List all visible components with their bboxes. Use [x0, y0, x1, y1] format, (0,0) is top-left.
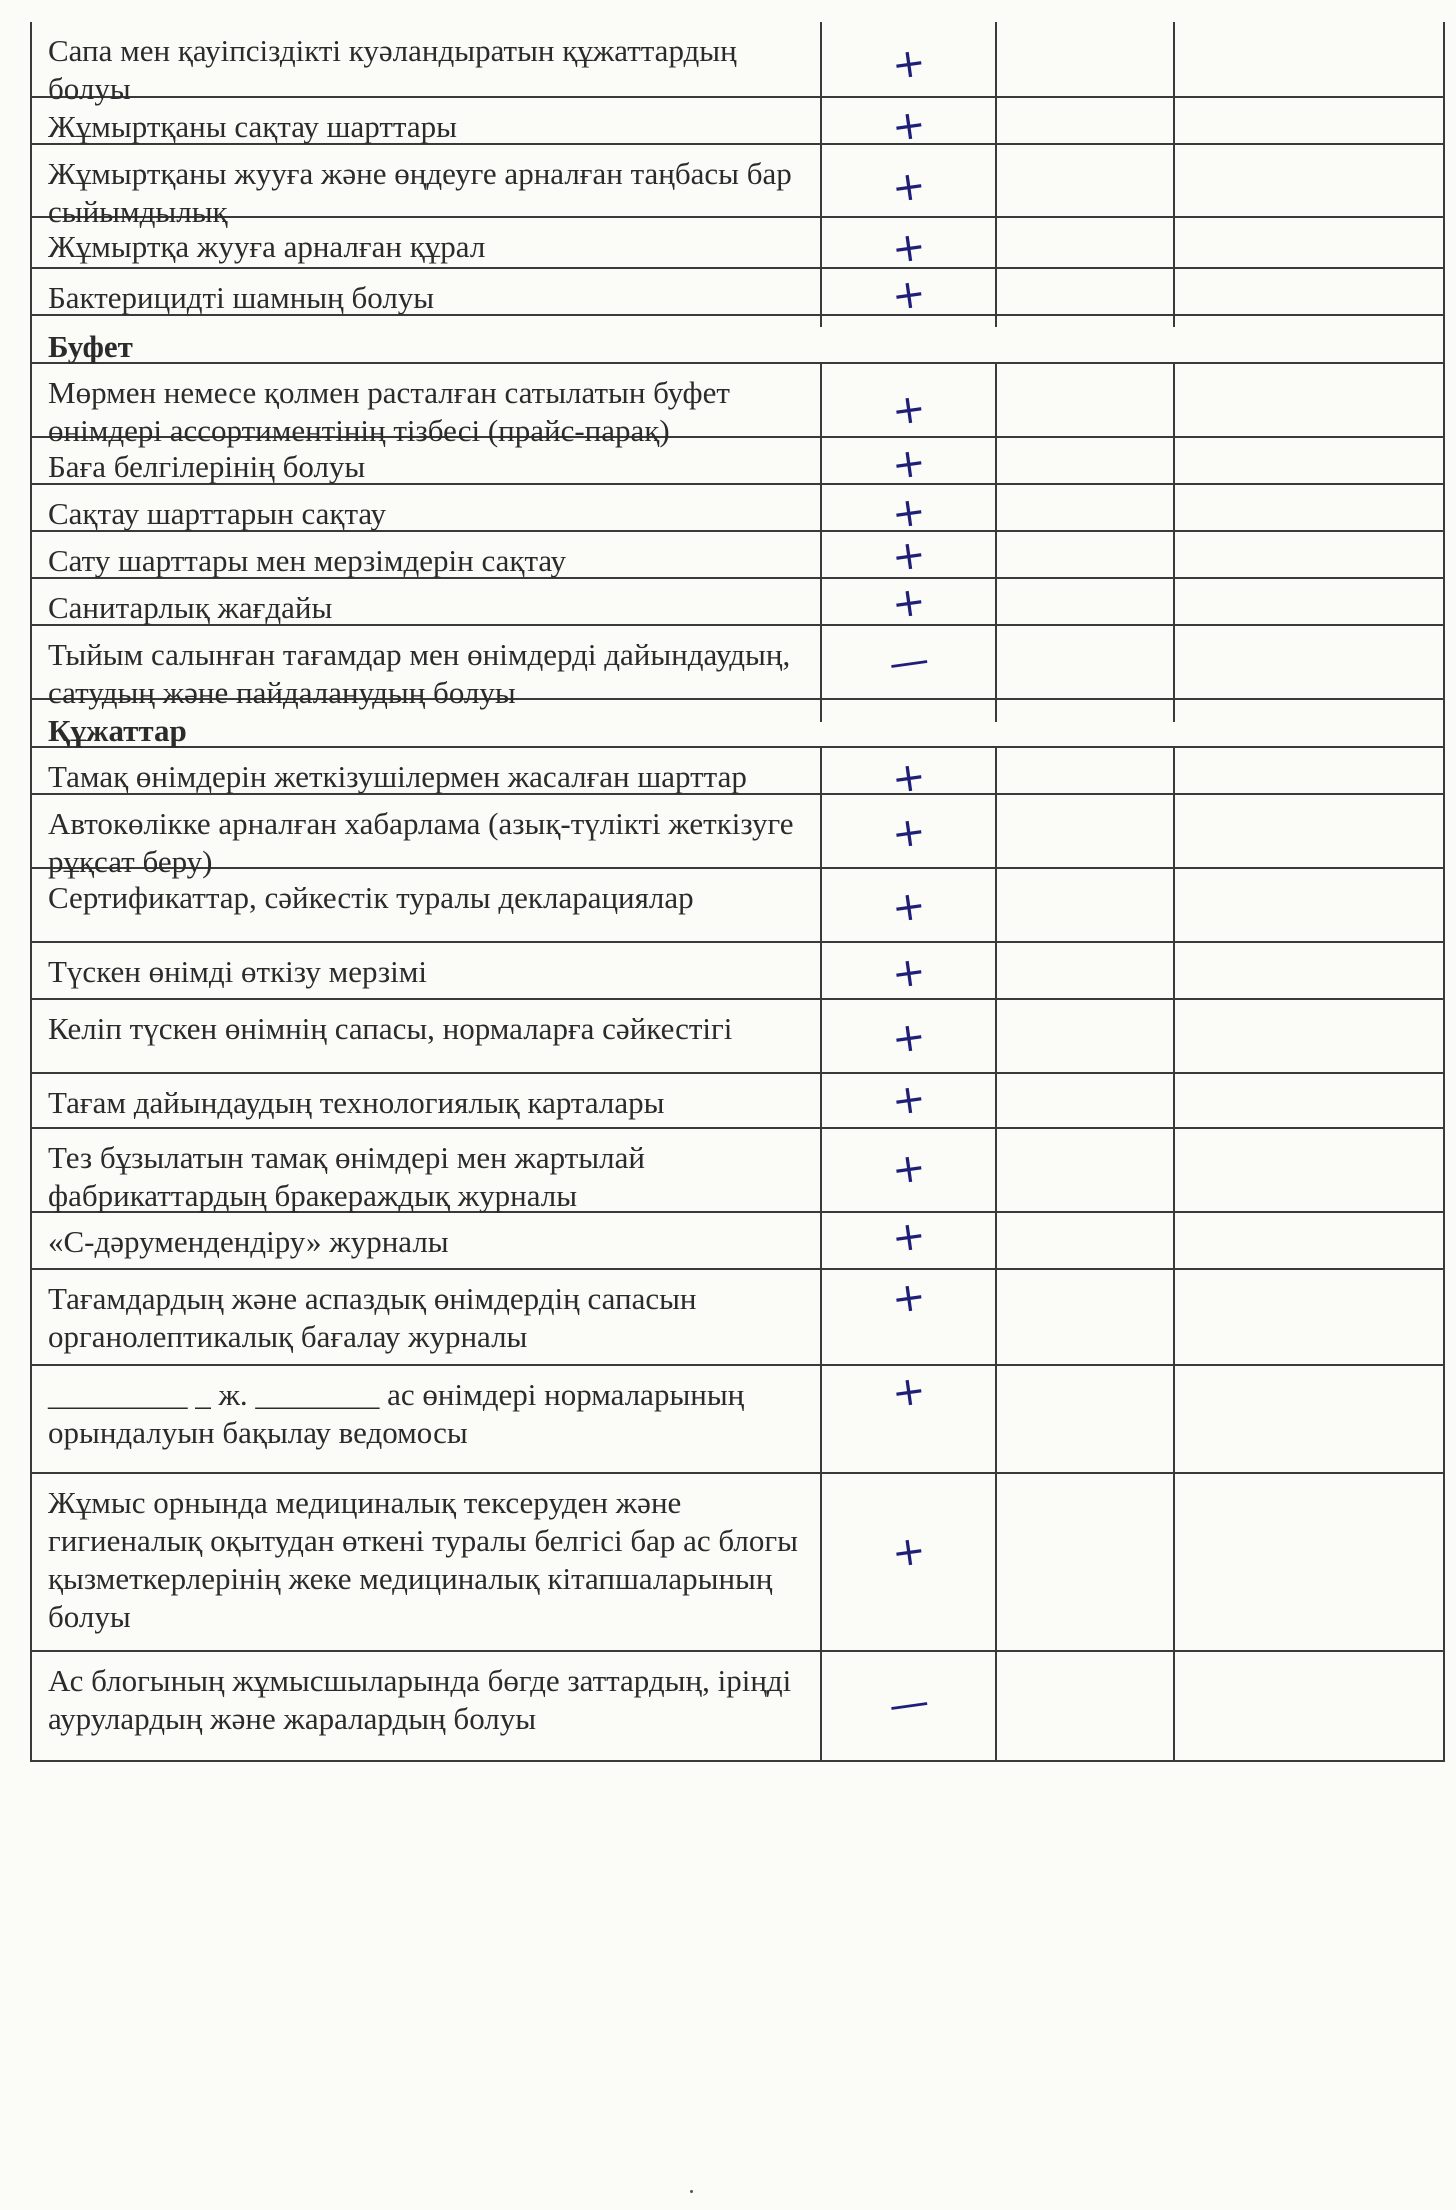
table-row [30, 1366, 1445, 1474]
mark-cell [822, 269, 997, 327]
mark-cell [822, 869, 997, 941]
mark-value: + [888, 577, 929, 629]
criterion-text: Жұмыртқаны сақтау шарттары [32, 98, 822, 156]
criterion-text: Сату шарттары мен мерзімдерін сақтау [32, 532, 822, 590]
empty-cell [1175, 1000, 1443, 1072]
criterion-text: Келіп түскен өнімнің сапасы, нормаларға сәйкестігі [32, 1000, 822, 1072]
table-row [30, 438, 1445, 490]
mark-value: + [888, 1012, 929, 1064]
empty-cell [1175, 269, 1443, 327]
criterion-text: Тағамдардың және аспаздық өнімдердің сапасын органолептикалық бағалау журналы [32, 1270, 822, 1366]
criterion-text: Тамақ өнімдерін жеткізушілермен жасалған шарттар [32, 748, 822, 806]
table-row [30, 1129, 1445, 1213]
table-row [30, 943, 1445, 1000]
mark-value: + [888, 1366, 929, 1418]
empty-cell [997, 1074, 1175, 1132]
mark-cell [822, 1074, 997, 1132]
mark-cell [822, 1129, 997, 1225]
mark-cell [822, 218, 997, 276]
mark-value: + [888, 384, 929, 436]
empty-cell [1175, 626, 1443, 722]
criterion-text: Тез бұзылатын тамақ өнімдері мен жартылай фабрикаттардың бракераждық журналы [32, 1129, 822, 1225]
criterion-text: _________ _ ж. ________ ас өнімдері нормаларының орындалуын бақылау ведомосы [32, 1366, 822, 1472]
criterion-text: Сақтау шарттарын сақтау [32, 485, 822, 543]
table-row [30, 22, 1445, 106]
empty-cell [1175, 1074, 1443, 1132]
criterion-text: Сапа мен қауіпсіздікті куәландыратын құжаттардың болуы [32, 22, 822, 118]
table-row [30, 1000, 1445, 1074]
section-heading-bufet: Буфет [30, 316, 1445, 364]
table-row [30, 748, 1445, 804]
criterion-text: Автокөлікке арналған хабарлама (азық-түлікті жеткізуге рұқсат беру) [32, 795, 822, 891]
empty-cell [1175, 1474, 1443, 1650]
table-row [30, 145, 1445, 229]
mark-value: + [888, 1211, 929, 1263]
table-row [30, 530, 1445, 582]
mark-value: + [888, 1074, 929, 1126]
table-row [30, 269, 1445, 321]
criterion-text: Жұмыс орнында медициналық тексеруден және гигиеналық оқытудан өткені туралы белгісі бар ас блогы қызметкерлерінің жеке медициналық кітапшаларының болуы [32, 1474, 822, 1650]
empty-cell [1175, 1652, 1443, 1760]
table-row [30, 869, 1445, 943]
mark-value: + [888, 38, 929, 90]
mark-value: — [885, 636, 932, 688]
criterion-text: Баға белгілерінің болуы [32, 438, 822, 496]
section-heading-documents: Құжаттар [30, 700, 1445, 748]
empty-cell [997, 1366, 1175, 1472]
table-row [30, 1474, 1445, 1652]
table-row [30, 364, 1445, 448]
table-row [30, 1652, 1445, 1762]
criterion-text: Бактерицидті шамның болуы [32, 269, 822, 327]
empty-cell [1175, 1366, 1443, 1472]
criterion-text: Тыйым салынған тағамдар мен өнімдерді дайындаудың, сатудың және пайдаланудың болуы [32, 626, 822, 722]
criterion-text: Сертификаттар, сәйкестік туралы декларациялар [32, 869, 822, 941]
mark-value: + [888, 161, 929, 213]
criterion-text: Мөрмен немесе қолмен расталған сатылатын буфет өнімдері ассортиментінің тізбесі (прайс-парақ) [32, 364, 822, 460]
criterion-text: Жұмыртқа жууға арналған құрал [32, 218, 822, 276]
table-row [30, 1074, 1445, 1129]
criterion-text: Санитарлық жағдайы [32, 579, 822, 637]
mark-value: + [888, 1272, 929, 1324]
mark-cell [822, 1366, 997, 1472]
empty-cell [997, 1000, 1175, 1072]
mark-value: + [888, 487, 929, 539]
criterion-text: «С-дәрумендендіру» журналы [32, 1213, 822, 1271]
mark-value: + [888, 1526, 929, 1578]
empty-cell [997, 1474, 1175, 1650]
table-row [30, 1270, 1445, 1366]
empty-cell [1175, 218, 1443, 276]
empty-cell [997, 1652, 1175, 1760]
mark-cell [822, 1474, 997, 1650]
mark-cell [822, 626, 997, 722]
mark-value: + [888, 1143, 929, 1195]
table-row [30, 1213, 1445, 1270]
empty-cell [1175, 943, 1443, 1001]
empty-cell [1175, 1129, 1443, 1225]
checklist-table [30, 22, 1445, 1762]
criterion-text: Түскен өнімді өткізу мерзімі [32, 943, 822, 1001]
empty-cell [1175, 1270, 1443, 1366]
mark-cell [822, 1000, 997, 1072]
empty-cell [997, 1213, 1175, 1271]
table-row [30, 795, 1445, 879]
mark-value: + [888, 438, 929, 490]
table-row [30, 485, 1445, 539]
mark-value: + [888, 100, 929, 152]
empty-cell [997, 626, 1175, 722]
mark-value: + [888, 881, 929, 933]
mark-cell [822, 943, 997, 1001]
mark-value: + [888, 807, 929, 859]
empty-cell [997, 269, 1175, 327]
table-row [30, 626, 1445, 710]
table-row [30, 98, 1445, 152]
mark-value: — [885, 1678, 932, 1730]
mark-value: + [888, 530, 929, 582]
mark-value: + [888, 752, 929, 804]
empty-cell [997, 218, 1175, 276]
mark-cell [822, 1652, 997, 1760]
criterion-text: Ас блогының жұмысшыларында бөгде заттардың, іріңді аурулардың және жаралардың болуы [32, 1652, 822, 1760]
table-row [30, 218, 1445, 274]
table-row [30, 577, 1445, 629]
speck-mark [690, 2190, 693, 2193]
empty-cell [997, 869, 1175, 941]
mark-cell [822, 1270, 997, 1366]
criterion-text: Тағам дайындаудың технологиялық карталары [32, 1074, 822, 1132]
empty-cell [997, 1270, 1175, 1366]
mark-value: + [888, 269, 929, 321]
empty-cell [1175, 1213, 1443, 1271]
empty-cell [997, 1129, 1175, 1225]
empty-cell [997, 943, 1175, 1001]
criterion-text: Жұмыртқаны жууға және өңдеуге арналған таңбасы бар сыйымдылық [32, 145, 822, 241]
mark-value: + [888, 222, 929, 274]
mark-cell [822, 1213, 997, 1271]
mark-value: + [888, 947, 929, 999]
empty-cell [1175, 869, 1443, 941]
